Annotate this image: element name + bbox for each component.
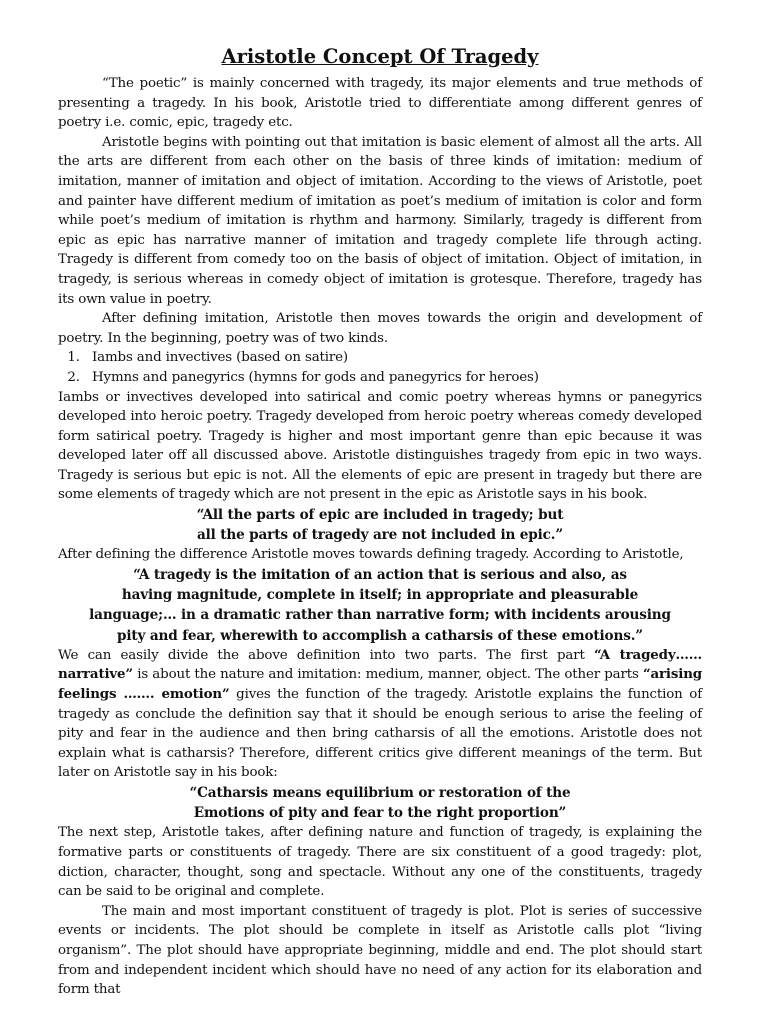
paragraph-plot: The main and most important constituent of tragedy is plot. Plot is series of successive events or incidents. The plot should be complete in itself as Aristotle calls plot “living organism”. The plot should have appropriate beginning, middle and end. The plot should start from and independent incident which should have no need of any action for its elaboration and form that [58, 903, 702, 998]
quote-line: language;… in a dramatic rather than narrative form; with incidents arousing [89, 607, 671, 624]
paragraph-origin: After defining imitation, Aristotle then moves towards the origin and development of poetry. In the beginning, poetry was of two kinds. [58, 311, 702, 346]
quote-catharsis [58, 783, 702, 823]
quote-line: all the parts of tragedy are not included in epic.” [196, 527, 564, 544]
quote-tragedy-definition [58, 565, 702, 646]
paragraph-development: Iambs or invectives developed into satirical and comic poetry whereas hymns or panegyrics developed into heroic poetry. Tragedy developed from heroic poetry whereas comedy developed form satirical poetry. Tragedy is higher and most important genre than epic because it was developed later off all discussed above. Aristotle distinguishes tragedy from epic in two ways. Tragedy is serious but epic is not. All the elements of epic are present in tragedy but there are some elements of tragedy which are not present in the epic as Aristotle says in his book. [58, 389, 702, 503]
quote-epic-tragedy [58, 505, 702, 545]
text-run: gives the function of the tragedy. Aristotle explains the function of tragedy as conclude the definition say that it should be enough serious to arise the feeling of pity and fear in the audience and then bring catharsis of all the emotions. Aristotle does not explain what is catharsis? Therefore, different critics give different meanings of the term. But later on Aristotle say in his book: [58, 687, 702, 781]
paragraph-intro: “The poetic” is mainly concerned with tragedy, its major elements and true methods of presenting a tragedy. In his book, Aristotle tried to differentiate among different genres of poetry i.e. comic, epic, tragedy etc. [58, 76, 702, 131]
quote-line: “A tragedy is the imitation of an action that is serious and also, as [133, 567, 627, 584]
poetry-kinds-list [58, 348, 702, 387]
quote-line: “All the parts of epic are included in tragedy; but [196, 507, 564, 524]
list-item: 1. Iambs and invectives (based on satire) [84, 348, 702, 368]
paragraph-definition-intro: After defining the difference Aristotle moves towards defining tragedy. According to Aristotle, [58, 547, 684, 563]
quote-line: “Catharsis means equilibrium or restoration of the [189, 785, 571, 802]
paragraph-imitation: Aristotle begins with pointing out that imitation is basic element of almost all the arts. All the arts are different from each other on the basis of three kinds of imitation: medium of imitation, manner of imitation and object of imitation. According to the views of Aristotle, poet and painter have different medium of imitation as poet’s medium of imitation is color and form while poet’s medium of imitation is rhythm and harmony. Similarly, tragedy is different from epic as epic has narrative manner of imitation and tragedy complete life through acting. Tragedy is different from comedy too on the basis of object of imitation. Object of imitation, in tragedy, is serious whereas in comedy object of imitation is grotesque. Therefore, tragedy has its own value in poetry. [58, 134, 702, 307]
document-title: Aristotle Concept Of Tragedy [221, 45, 539, 68]
list-item: 2. Hymns and panegyrics (hymns for gods and panegyrics for heroes) [84, 368, 702, 388]
paragraph-constituents: The next step, Aristotle takes, after defining nature and function of tragedy, is explaining the formative parts or constituents of tragedy. There are six constituent of a good tragedy: plot, diction, character, thought, song and spectacle. Without any one of the constituents, tragedy can be said to be original and complete. [58, 825, 702, 900]
paragraph-definition-parts [58, 646, 702, 783]
document-page [58, 44, 702, 1000]
quote-line: having magnitude, complete in itself; in appropriate and pleasurable [121, 587, 639, 604]
text-run: We can easily divide the above definition into two parts. The first part [58, 647, 594, 663]
text-run: is about the nature and imitation: medium, manner, object. The other parts [132, 667, 643, 683]
emphasis-nature: “A tragedy…… narrative” [58, 646, 702, 683]
quote-line: Emotions of pity and fear to the right proportion” [193, 805, 567, 822]
quote-line: pity and fear, wherewith to accomplish a catharsis of these emotions.” [117, 627, 643, 644]
emphasis-function: “arising feelings ……. emotion” [58, 666, 702, 703]
